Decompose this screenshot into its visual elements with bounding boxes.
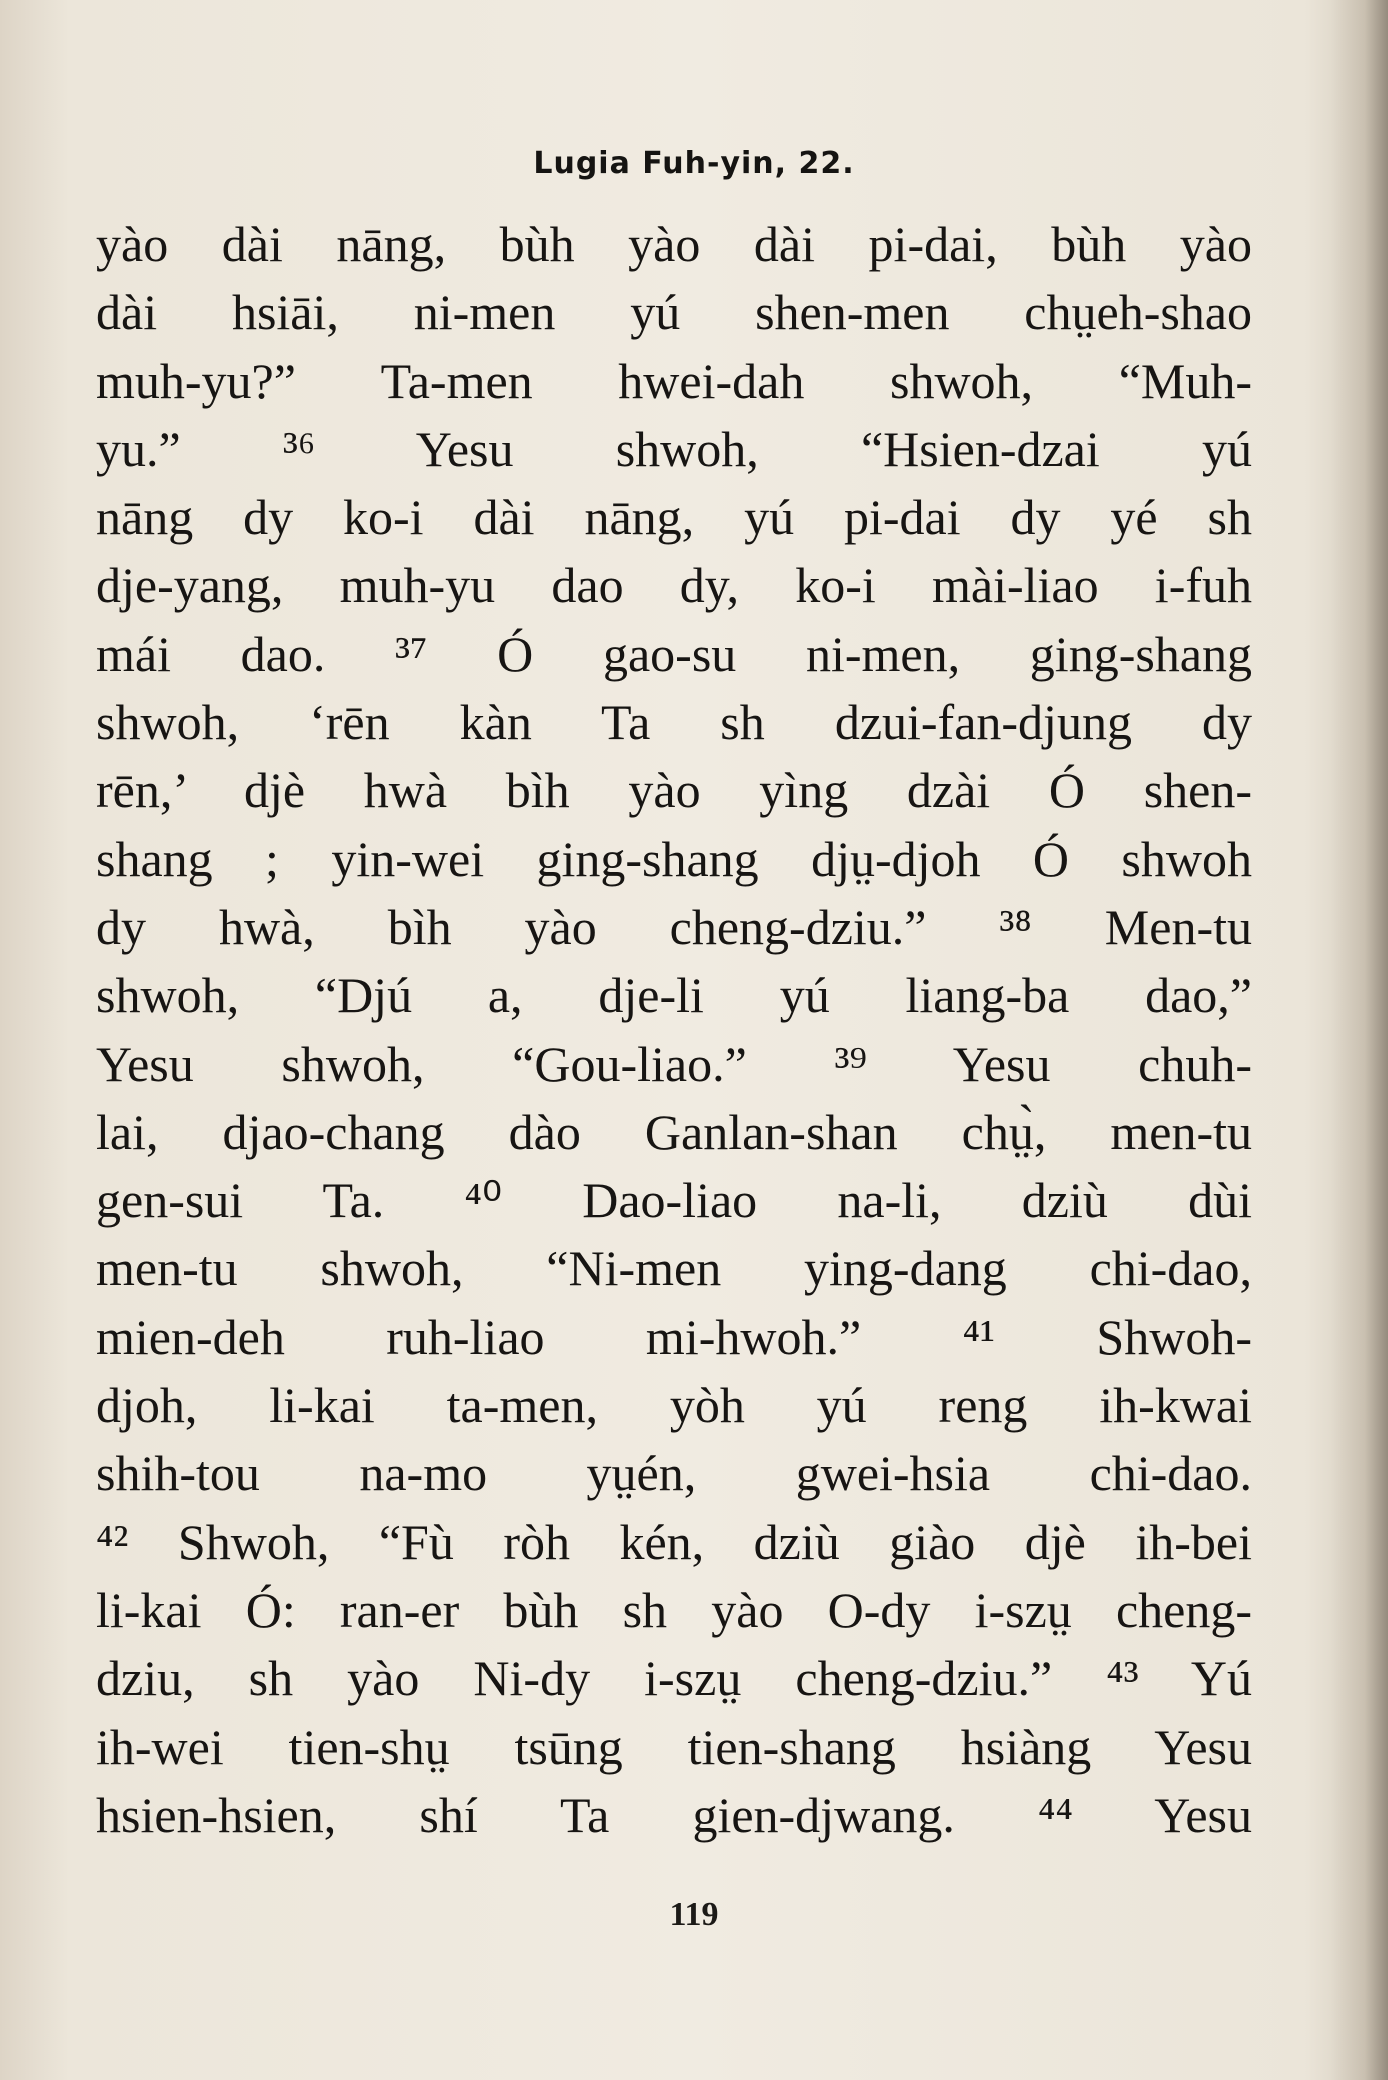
text-line: shwoh, ‘rēn kàn Ta sh dzui-fan-djung dy xyxy=(96,694,1252,751)
text-line: gen-sui Ta. ⁴⁰ Dao-liao na-li, dziù dùi xyxy=(96,1172,1252,1229)
text-line: dziu, sh yào Ni-dy i-szṳ cheng-dziu.” ⁴³ Yú xyxy=(96,1650,1252,1707)
text-line: ih-wei tien-shṳ tsūng tien-shang hsiàng Yesu xyxy=(96,1718,1252,1775)
text-line: dje-yang, muh-yu dao dy, ko-i mài-liao i-fuh xyxy=(96,557,1252,614)
text-line: rēn,’ djè hwà bìh yào yìng dzài Ó shen- xyxy=(96,762,1252,819)
text-line: nāng dy ko-i dài nāng, yú pi-dai dy yé sh xyxy=(96,489,1252,546)
text-line: mái dao. ³⁷ Ó gao-su ni-men, ging-shang xyxy=(96,625,1252,682)
text-line: yào dài nāng, bùh yào dài pi-dai, bùh yào xyxy=(96,216,1252,272)
text-line: li-kai Ó: ran-er bùh sh yào O-dy i-szṳ cheng- xyxy=(96,1581,1252,1638)
text-line: muh-yu?” Ta-men hwei-dah shwoh, “Muh- xyxy=(96,352,1252,409)
page-number: 119 xyxy=(669,1896,719,1933)
text-line: djoh, li-kai ta-men, yòh yú reng ih-kwai xyxy=(96,1377,1252,1434)
text-line: hsien-hsien, shí Ta gien-djwang. ⁴⁴ Yesu xyxy=(96,1786,1252,1843)
text-line: yu.” ³⁶ Yesu shwoh, “Hsien-dzai yú xyxy=(96,420,1252,477)
text-line: lai, djao-chang dào Ganlan-shan chṳ̀, men-tu xyxy=(96,1103,1252,1160)
text-line: shih-tou na-mo yṳén, gwei-hsia chi-dao. xyxy=(96,1445,1252,1502)
text-line: shang ; yin-wei ging-shang djṳ-djoh Ó shwoh xyxy=(96,830,1252,887)
page-edge-shadow xyxy=(1330,0,1388,2080)
text-line: men-tu shwoh, “Ni-men ying-dang chi-dao, xyxy=(96,1240,1252,1297)
running-header: Lugia Fuh-yin, 22. xyxy=(533,146,855,181)
text-line: Yesu shwoh, “Gou-liao.” ³⁹ Yesu chuh- xyxy=(96,1035,1252,1092)
text-line: shwoh, “Djú a, dje-li yú liang-ba dao,” xyxy=(96,967,1252,1024)
text-line: ⁴² Shwoh, “Fù ròh kén, dziù giào djè ih-bei xyxy=(96,1513,1252,1570)
text-line: mien-deh ruh-liao mi-hwoh.” ⁴¹ Shwoh- xyxy=(96,1308,1252,1365)
page-body xyxy=(96,210,1252,1849)
text-line: dy hwà, bìh yào cheng-dziu.” ³⁸ Men-tu xyxy=(96,898,1252,955)
text-line: dài hsiāi, ni-men yú shen-men chṳeh-shao xyxy=(96,284,1252,341)
